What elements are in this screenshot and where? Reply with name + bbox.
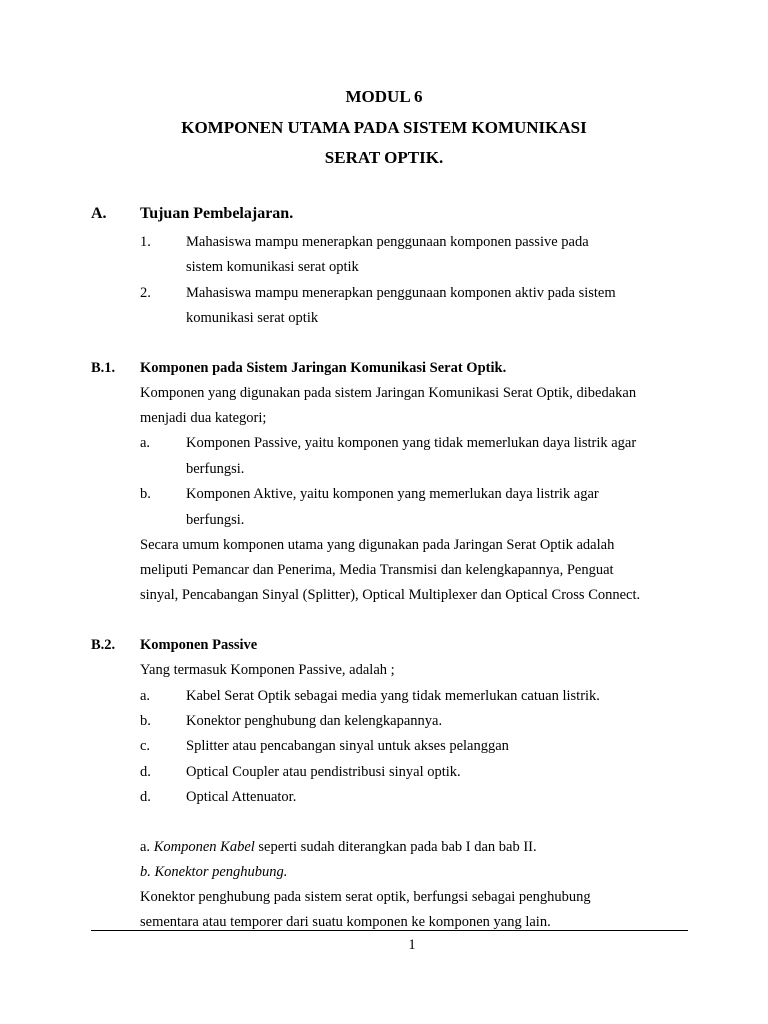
list-item-text: Komponen Passive, yaitu komponen yang tidak memerlukan daya listrik agar <box>186 435 637 451</box>
list-item-text: Mahasiswa mampu menerapkan penggunaan komponen aktiv pada sistem <box>186 285 616 301</box>
module-title: MODUL 6 <box>345 87 423 106</box>
list-item-number: 2. <box>140 285 151 301</box>
paragraph-line: Yang termasuk Komponen Passive, adalah ; <box>140 662 395 678</box>
paragraph-line: meliputi Pemancar dan Penerima, Media Transmisi dan kelengkapannya, Penguat <box>140 562 614 578</box>
list-item-letter: d. <box>140 764 151 780</box>
paragraph-line: Komponen yang digunakan pada sistem Jaringan Komunikasi Serat Optik, dibedakan <box>140 385 637 401</box>
note-rest: seperti sudah diterangkan pada bab I dan bab II. <box>254 839 537 855</box>
note-italic-term: Komponen Kabel <box>153 839 255 855</box>
page-number: 1 <box>408 937 416 953</box>
paragraph-line: Secara umum komponen utama yang digunakan pada Jaringan Serat Optik adalah <box>140 537 615 553</box>
list-item-text: Konektor penghubung dan kelengkapannya. <box>186 713 443 729</box>
list-item-text: Optical Coupler atau pendistribusi sinyal optik. <box>186 764 461 780</box>
list-item-text: Mahasiswa mampu menerapkan penggunaan komponen passive pada <box>186 234 589 250</box>
section-b1-heading: Komponen pada Sistem Jaringan Komunikasi Serat Optik. <box>140 360 507 376</box>
list-item-text-continued: berfungsi. <box>186 461 245 477</box>
note-prefix: a. <box>140 839 154 855</box>
list-item-text-continued: komunikasi serat optik <box>186 310 319 326</box>
section-b1-label: B.1. <box>91 360 116 376</box>
paragraph-line: menjadi dua kategori; <box>140 410 267 426</box>
list-item-letter: b. <box>140 713 151 729</box>
paragraph-line: sementara atau temporer dari suatu komponen ke komponen yang lain. <box>140 914 551 930</box>
list-item-text-continued: berfungsi. <box>186 512 245 528</box>
list-item-letter: a. <box>140 435 151 451</box>
section-b2-heading: Komponen Passive <box>140 637 258 653</box>
note-konektor-penghubung: b. Konektor penghubung. <box>140 864 288 880</box>
list-item-number: 1. <box>140 234 151 250</box>
paragraph-line: Konektor penghubung pada sistem serat optik, berfungsi sebagai penghubung <box>140 889 591 905</box>
list-item-text-continued: sistem komunikasi serat optik <box>186 259 359 275</box>
list-item-letter: d. <box>140 789 151 805</box>
list-item-text: Splitter atau pencabangan sinyal untuk akses pelanggan <box>186 738 509 754</box>
footer-rule <box>91 930 688 931</box>
section-b2-label: B.2. <box>91 637 116 653</box>
list-item-text: Kabel Serat Optik sebagai media yang tidak memerlukan catuan listrik. <box>186 688 600 704</box>
list-item-text: Optical Attenuator. <box>186 789 297 805</box>
list-item-letter: a. <box>140 688 151 704</box>
note-komponen-kabel <box>140 838 537 856</box>
section-a-label: A. <box>91 205 107 222</box>
module-subtitle-line1: KOMPONEN UTAMA PADA SISTEM KOMUNIKASI <box>181 118 587 137</box>
list-item-text: Komponen Aktive, yaitu komponen yang memerlukan daya listrik agar <box>186 486 599 502</box>
module-subtitle-line2: SERAT OPTIK. <box>324 148 444 167</box>
list-item-letter: c. <box>140 738 151 754</box>
list-item-letter: b. <box>140 486 151 502</box>
paragraph-line: sinyal, Pencabangan Sinyal (Splitter), Optical Multiplexer dan Optical Cross Connect. <box>140 587 641 603</box>
section-a-heading: Tujuan Pembelajaran. <box>140 205 294 222</box>
